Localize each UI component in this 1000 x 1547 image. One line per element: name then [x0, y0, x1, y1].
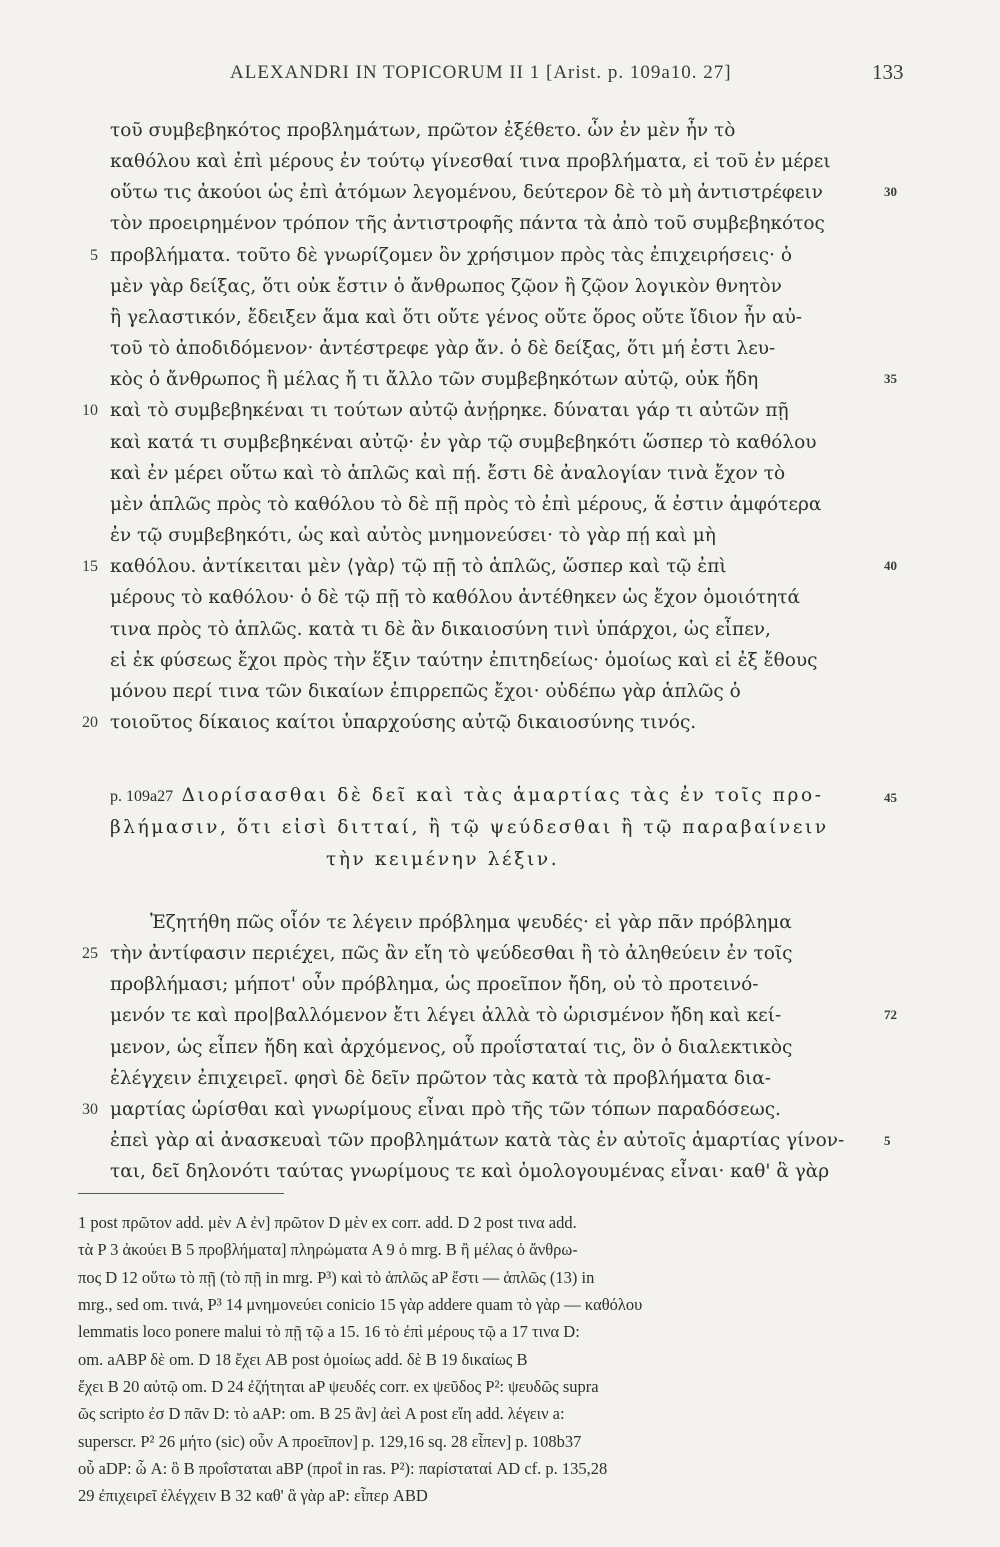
text-line: εἰ ἐκ φύσεως ἔχοι πρὸς τὴν ἕξιν ταύτην ἐπιτηδείως· ὁμοίως καὶ εἰ ἐξ ἔθους	[110, 650, 818, 671]
text-line: καὶ τὸ συμβεβηκέναι τι τούτων αὐτῷ ἀνῄρηκε. δύναται γάρ τι αὐτῶν πῇ	[110, 400, 789, 421]
page-number: 133	[872, 60, 904, 84]
text-line: ται, δεῖ δηλονότι ταύτας γνωρίμους τε καὶ ὁμολογουμένας εἶναι· καθ' ἃ γὰρ	[110, 1161, 830, 1182]
footnote-line: ἔχει B 20 αὐτῷ om. D 24 ἐζήτηται aP ψευδές corr. ex ψεῦδος P²: ψευδῶς supra	[78, 1377, 599, 1396]
margin-line-number: 72	[884, 1007, 897, 1022]
text-line: τὸν προειρημένον τρόπον τῆς ἀντιστροφῆς πάντα τὰ ἀπὸ τοῦ συμβεβηκότος	[110, 213, 825, 234]
text-line: καθόλου καὶ ἐπὶ μέρους ἐν τούτῳ γίνεσθαί τινα προβλήματα, εἰ τοῦ ἐν μέρει	[110, 151, 831, 172]
lemma-line: βλήμασιν, ὅτι εἰσὶ διτταί, ἢ τῷ ψεύδεσθαι ἢ τῷ παραβαίνειν	[110, 817, 829, 838]
text-line: τοιοῦτος δίκαιος καίτοι ὑπαρχούσης αὐτῷ δικαιοσύνης τινός.	[110, 712, 697, 733]
text-line: ἐλέγχειν ἐπιχειρεῖ. φησὶ δὲ δεῖν πρῶτον τὰς κατὰ τὰ προβλήματα δια-	[110, 1068, 771, 1089]
text-line: μενον, ὡς εἶπεν ἤδη καὶ ἀρχόμενος, οὗ προΐσταταί τις, ὃν ὁ διαλεκτικὸς	[110, 1037, 793, 1058]
footnote-line: οὗ aDP: ὧ A: ὃ B προΐσταται aBP (προΐ in ras. P²): παρίσταταί AD cf. p. 135,28	[78, 1459, 608, 1478]
footnote-divider	[78, 1193, 284, 1194]
text-line: μαρτίας ὡρίσθαι καὶ γνωρίμους εἶναι πρὸ τῆς τῶν τόπων παραδόσεως.	[110, 1099, 781, 1120]
margin-line-number: 30	[884, 184, 897, 199]
text-line: ἐν τῷ συμβεβηκότι, ὡς καὶ αὐτὸς μνημονεύσει· τὸ γὰρ πῄ καὶ μὴ	[110, 525, 716, 546]
text-line: καθόλου. ἀντίκειται μὲν ⟨γὰρ⟩ τῷ πῇ τὸ ἁπλῶς, ὥσπερ καὶ τῷ ἐπὶ	[110, 556, 727, 577]
line-number: 20	[82, 714, 98, 731]
footnote-line: superscr. P² 26 μήτο (sic) οὖν A προεῖπον] p. 129,16 sq. 28 εἶπεν] p. 108b37	[78, 1432, 582, 1451]
text-line: προβλήματα. τοῦτο δὲ γνωρίζομεν ὂν χρήσιμον πρὸς τὰς ἐπιχειρήσεις· ὁ	[110, 245, 792, 266]
running-header-title: ALEXANDRI IN TOPICORUM II 1 [Arist. p. 109a10. 27]	[230, 62, 732, 83]
line-number: 5	[90, 247, 98, 264]
text-line: κὸς ὁ ἄνθρωπος ἢ μέλας ἤ τι ἄλλο τῶν συμβεβηκότων αὐτῷ, οὐκ ἤδη	[110, 369, 759, 390]
text-line: οὕτω τις ἀκούοι ὡς ἐπὶ ἀτόμων λεγομένου, δεύτερον δὲ τὸ μὴ ἀντιστρέφειν	[110, 182, 823, 203]
text-line: τὴν ἀντίφασιν περιέχει, πῶς ἂν εἴη τὸ ψεύδεσθαι ἢ τὸ ἀληθεύειν ἐν τοῖς	[110, 943, 793, 964]
margin-line-number: 45	[884, 790, 897, 805]
text-line: ἐπεὶ γὰρ αἱ ἀνασκευαὶ τῶν προβλημάτων κατὰ τὰς ἐν αὐτοῖς ἁμαρτίας γίνον-	[110, 1130, 845, 1151]
text-line: προβλήμασι; μήποτ' οὖν πρόβλημα, ὡς προεῖπον ἤδη, οὐ τὸ προτεινό-	[110, 974, 759, 995]
text-line: μὲν γὰρ δείξας, ὅτι οὐκ ἔστιν ὁ ἄνθρωπος ζῷον ἢ ζῷον λογικὸν θνητὸν	[110, 276, 782, 297]
text-line: τινα πρὸς τὸ ἁπλῶς. κατὰ τι δὲ ἂν δικαιοσύνη τινὶ ὑπάρχοι, ὡς εἶπεν,	[110, 619, 771, 640]
text-line: μέρους τὸ καθόλου· ὁ δὲ τῷ πῇ τὸ καθόλου ἀντέθηκεν ὡς ἔχον ὁμοιότητά	[110, 587, 800, 608]
footnote-line: 29 ἐπιχειρεῖ ἐλέγχειν B 32 καθ' ἃ γὰρ aP: εἶπερ ABD	[78, 1486, 428, 1505]
margin-line-number: 35	[884, 371, 897, 386]
lemma-text: Διορίσασθαι δὲ δεῖ καὶ τὰς ἁμαρτίας τὰς ἐν τοῖς προ-	[181, 785, 824, 806]
line-number: 15	[82, 558, 98, 575]
text-line: τοῦ συμβεβηκότος προβλημάτων, πρῶτον ἐξέθετο. ὧν ἐν μὲν ἦν τὸ	[110, 120, 736, 141]
footnote-line: lemmatis loco ponere malui τὸ πῇ τῷ a 15. 16 τὸ ἐπὶ μέρους τῷ a 17 τινα D:	[78, 1322, 580, 1341]
footnote-line: om. aABP δὲ om. D 18 ἔχει AB post ὁμοίως add. δὲ B 19 δικαίως B	[78, 1350, 528, 1369]
line-number: 30	[82, 1101, 98, 1118]
footnote-line: ῶς scripto ἐσ D πᾶν D: τὸ aAP: om. B 25 ἂν] ἀεὶ A post εἴη add. λέγειν a:	[78, 1404, 565, 1423]
text-line: μενόν τε καὶ προ|βαλλόμενον ἔτι λέγει ἀλλὰ τὸ ὡρισμένον ἤδη καὶ κεί-	[110, 1005, 782, 1026]
line-number: 10	[82, 402, 98, 419]
footnote-line: πος D 12 οὕτω τὸ πῇ (τὸ πῇ in mrg. P³) καὶ τὸ ἁπλῶς aP ἔστι — ἁπλῶς (13) in	[78, 1268, 595, 1287]
text-line: μὲν ἁπλῶς πρὸς τὸ καθόλου τὸ δὲ πῇ πρὸς τὸ ἐπὶ μέρους, ἅ ἐστιν ἀμφότερα	[110, 494, 822, 515]
text-line: Ἐζητήθη πῶς οἷόν τε λέγειν πρόβλημα ψευδές· εἰ γὰρ πᾶν πρόβλημα	[150, 912, 792, 933]
text-line: μόνου περί τινα τῶν δικαίων ἐπιρρεπῶς ἔχοι· οὐδέπω γὰρ ἁπλῶς ὁ	[110, 681, 741, 702]
lemma-line	[110, 785, 824, 806]
lemma-reference: p. 109a27	[110, 788, 174, 805]
lemma-line: τὴν κειμένην λέξιν.	[326, 849, 560, 870]
footnote-line: τὰ P 3 ἀκούει B 5 προβλήματα] πληρώματα A 9 ὁ mrg. B ἢ μέλας ὁ ἄνθρω-	[78, 1240, 578, 1259]
footnote-line: 1 post πρῶτον add. μὲν A ἐν] πρῶτον D μὲν ex corr. add. D 2 post τινα add.	[78, 1213, 577, 1232]
margin-line-number: 5	[884, 1133, 891, 1148]
text-line: ἢ γελαστικόν, ἔδειξεν ἅμα καὶ ὅτι οὔτε γένος οὔτε ὅρος οὔτε ἴδιον ἦν αὐ-	[110, 307, 803, 328]
text-line: τοῦ τὸ ἀποδιδόμενον· ἀντέστρεφε γὰρ ἄν. ὁ δὲ δείξας, ὅτι μή ἐστι λευ-	[110, 338, 776, 359]
line-number: 25	[82, 945, 98, 962]
text-line: καὶ κατά τι συμβεβηκέναι αὐτῷ· ἐν γὰρ τῷ συμβεβηκότι ὥσπερ τὸ καθόλου	[110, 432, 817, 453]
margin-line-number: 40	[884, 558, 897, 573]
footnote-line: mrg., sed om. τινά, P³ 14 μνημονεύει conicio 15 γὰρ addere quam τὸ γὰρ — καθόλου	[78, 1295, 643, 1314]
text-line: καὶ ἐν μέρει οὕτω καὶ τὸ ἁπλῶς καὶ πῄ. ἔστι δὲ ἀναλογίαν τινὰ ἔχον τὸ	[110, 463, 786, 484]
